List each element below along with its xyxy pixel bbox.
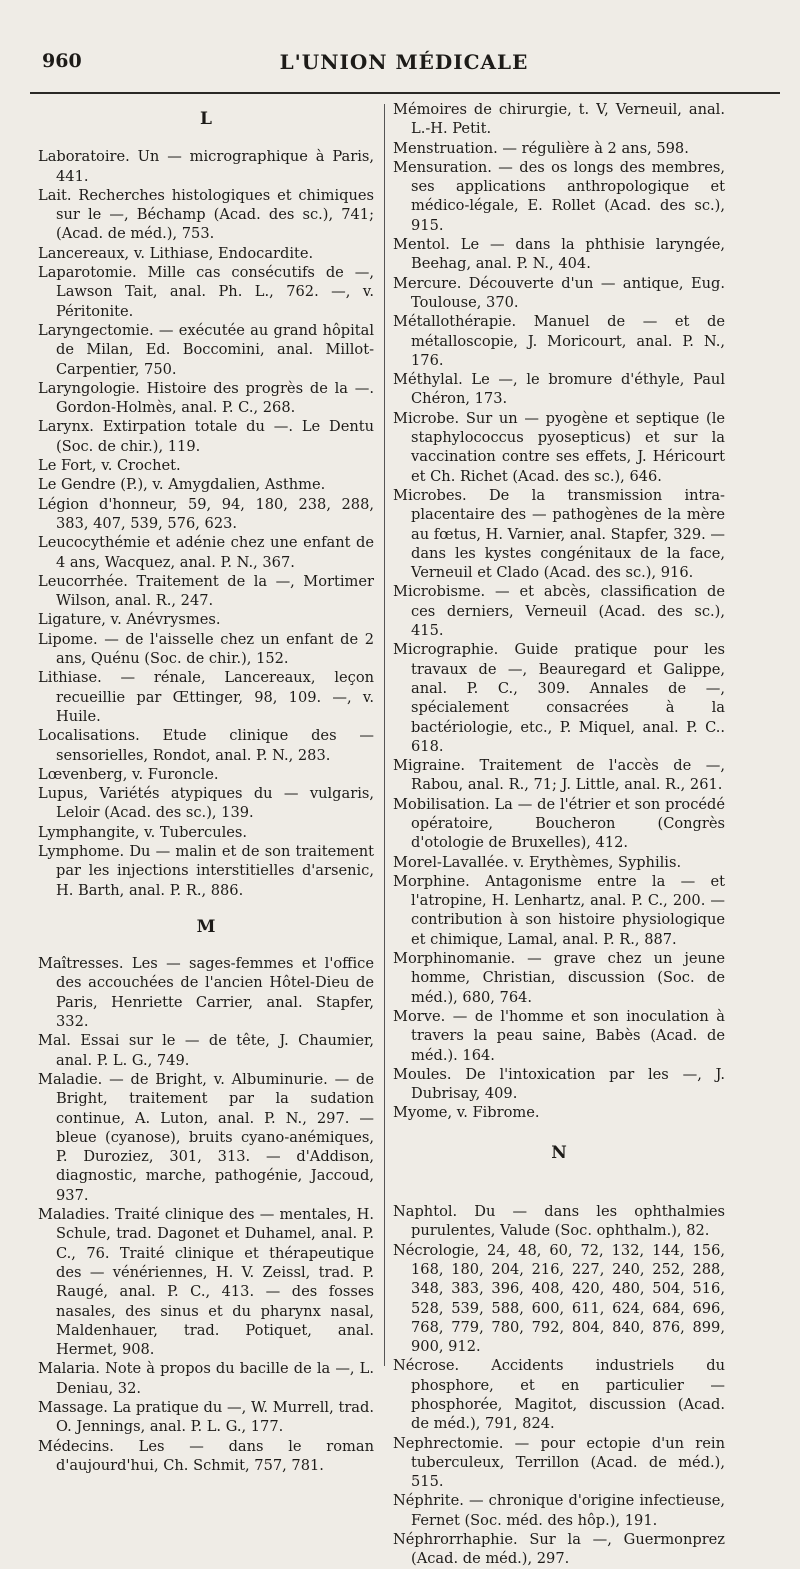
index-entry: Lupus, Variétés atypiques du — vulgaris, Leloir (Acad. des sc.), 139. (38, 785, 374, 822)
index-entry: Leucorrhée. Traitement de la —, Mortimer Wilson, anal. R., 247. (38, 572, 374, 610)
index-entry: Maladies. Traité clinique des — mentales, H. Schule, trad. Dagonet et Duhamel, anal. P. C., 76. Traité clinique et thérapeutique des — vénériennes, H. V. Zeissl, trad. P. Raugé, anal. P. C., 413. — des fosses nasales, des sinus et du pharynx nasal, Maldenhauer, trad. Potiquet, anal. Hermet, 908. (38, 1206, 374, 1359)
index-entry: Lœvenberg, v. Furoncle. (38, 765, 219, 783)
right-column (393, 100, 725, 1569)
index-entry: Micrographie. Guide pratique pour les travaux de —, Beauregard et Galippe, anal. P. C., 309. Annales de —, spécialement consacrées à la bactériologie, etc., P. Miquel, anal. P. C.. 618. (393, 641, 725, 755)
running-title: L'UNION MÉDICALE (279, 50, 529, 74)
index-entry: Localisations. Etude clinique des — sensorielles, Rondot, anal. P. N., 283. (38, 727, 374, 764)
index-entry: Le Gendre (P.), v. Amygdalien, Asthme. (38, 476, 326, 494)
index-entry: Moules. De l'intoxication par les —, J. Dubrisay, 409. (393, 1065, 725, 1103)
index-entry: Mensuration. — des os longs des membres, ses applications anthropologique et médico-légale, E. Rollet (Acad. des sc.), 915. (393, 158, 725, 234)
index-entry: Néphrite. — chronique d'origine infectieuse, Fernet (Soc. méd. des hôp.), 191. (393, 1492, 725, 1529)
index-entry: Méthylal. Le —, le bromure d'éthyle, Paul Chéron, 173. (393, 371, 725, 408)
index-entry: Mentol. Le — dans la phthisie laryngée, Beehag, anal. P. N., 404. (393, 236, 725, 273)
index-entry: Laparotomie. Mille cas consécutifs de —, Lawson Tait, anal. Ph. L., 762. —, v. Péritonite. (38, 264, 374, 320)
index-entry: Massage. La pratique du —, W. Murrell, trad. O. Jennings, anal. P. L. G., 177. (38, 1399, 374, 1436)
index-entry: Naphtol. Du — dans les ophthalmies purulentes, Valude (Soc. ophthalm.), 82. (393, 1203, 725, 1240)
section-m-entries-right (393, 100, 725, 1123)
index-entry: Morel-Lavallée. v. Erythèmes, Syphilis. (393, 853, 682, 871)
index-entry: Lipome. — de l'aisselle chez un enfant de 2 ans, Quénu (Soc. de chir.), 152. (38, 630, 374, 668)
index-entry: Microbisme. — et abcès, classification de ces derniers, Verneuil (Acad. des sc.), 415. (393, 583, 725, 640)
section-letter-m: M (196, 916, 216, 937)
index-entry: Nécrologie, 24, 48, 60, 72, 132, 144, 156, 168, 180, 204, 216, 227, 240, 252, 288, 348, 383, 396, 408, 420, 480, 504, 516, 528, 539, 588, 600, 611, 624, 684, 696, 768, 779, 780, 792, 804, 840, 876, 899, 900, 912. (393, 1241, 725, 1356)
index-entry: Morphine. Antagonisme entre la — et l'atropine, H. Lenhartz, anal. P. C., 200. — contribution à son histoire physiologique et chimique, Lamal, anal. P. R., 887. (393, 872, 725, 948)
section-n-entries (393, 1202, 725, 1569)
index-entry: Mal. Essai sur le — de tête, J. Chaumier, anal. P. L. G., 749. (38, 1032, 374, 1069)
index-entry: Microbe. Sur un — pyogène et septique (le staphylococcus pyosepticus) et sur la vaccination contre ses effets, J. Héricourt et Ch. Richet (Acad. des sc.), 646. (393, 409, 725, 485)
index-entry: Myome, v. Fibrome. (393, 1104, 540, 1122)
index-entry: Ligature, v. Anévrysmes. (38, 611, 221, 629)
index-entry: Mémoires de chirurgie, t. V, Verneuil, anal. L.-H. Petit. (393, 101, 725, 138)
index-entry: Microbes. De la transmission intra-placentaire des — pathogènes de la mère au fœtus, H. Varnier, anal. Stapfer, 329. — dans les kystes congénitaux de la face, Verneuil et Clado (Acad. des sc.), 916. (393, 486, 725, 582)
index-entry: Nephrectomie. — pour ectopie d'un rein tuberculeux, Terrillon (Acad. de méd.), 515. (393, 1434, 725, 1491)
index-entry: Métallothérapie. Manuel de — et de métalloscopie, J. Moricourt, anal. P. N., 176. (393, 313, 725, 369)
index-entry: Lancereaux, v. Lithiase, Endocardite. (38, 244, 314, 262)
section-letter-l: L (200, 109, 212, 129)
index-entry: Lait. Recherches histologiques et chimiques sur le —, Béchamp (Acad. des sc.), 741; (Acad. de méd.), 753. (38, 186, 374, 243)
left-column (38, 100, 374, 1475)
index-entry: Le Fort, v. Crochet. (38, 457, 181, 475)
index-entry: Morve. — de l'homme et son inoculation à travers la peau saine, Babès (Acad. de méd.). 164. (393, 1007, 725, 1064)
index-entry: Malaria. Note à propos du bacille de la —, L. Deniau, 32. (38, 1360, 374, 1397)
index-entry: Laryngologie. Histoire des progrès de la —. Gordon-Holmès, anal. P. C., 268. (38, 379, 374, 417)
section-letter-n: N (551, 1142, 567, 1163)
column-divider (384, 104, 385, 1366)
page-header (30, 44, 778, 80)
index-entry: Mobilisation. La — de l'étrier et son procédé opératoire, Boucheron (Congrès d'otologie de Bruxelles), 412. (393, 795, 725, 852)
index-entry: Lithiase. — rénale, Lancereaux, leçon recueillie par Œttinger, 98, 109. —, v. Huile. (38, 669, 374, 725)
index-entry: Larynx. Extirpation totale du —. Le Dentu (Soc. de chir.), 119. (38, 418, 374, 455)
index-entry: Laryngectomie. — exécutée au grand hôpital de Milan, Ed. Boccomini, anal. Millot-Carpentier, 750. (38, 321, 374, 378)
index-entry: Maîtresses. Les — sages-femmes et l'office des accouchées de l'ancien Hôtel-Dieu de Paris, Henriette Carrier, anal. Stapfer, 332. (38, 955, 374, 1031)
index-entry: Leucocythémie et adénie chez une enfant de 4 ans, Wacquez, anal. P. N., 367. (38, 534, 374, 571)
index-entry: Néphrorrhaphie. Sur la —, Guermonprez (Acad. de méd.), 297. (393, 1531, 725, 1568)
index-entry: Lymphome. Du — malin et de son traitement par les injections interstitielles d'arsenic, H. Barth, anal. P. R., 886. (38, 842, 374, 899)
index-entry: Mercure. Découverte d'un — antique, Eug. Toulouse, 370. (393, 274, 725, 311)
index-entry: Lymphangite, v. Tubercules. (38, 823, 248, 841)
section-l-entries (38, 147, 374, 900)
index-entry: Légion d'honneur, 59, 94, 180, 238, 288, 383, 407, 539, 576, 623. (38, 495, 374, 532)
index-entry: Nécrose. Accidents industriels du phosphore, et en particulier — phosphorée, Magitot, discussion (Acad. de méd.), 791, 824. (393, 1357, 725, 1433)
page-number: 960 (42, 50, 82, 72)
section-m-entries-left (38, 954, 374, 1475)
index-entry: Menstruation. — régulière à 2 ans, 598. (393, 139, 689, 157)
index-entry: Médecins. Les — dans le roman d'aujourd'hui, Ch. Schmit, 757, 781. (38, 1437, 374, 1474)
index-entry: Maladie. — de Bright, v. Albuminurie. — de Bright, traitement par la sudation continue, A. Luton, anal. P. N., 297. — bleue (cyanose), bruits cyano-anémiques, P. Duroziez, 301, 313. — d'Addison, diagnostic, marche, pathogénie, Jaccoud, 937. (38, 1070, 374, 1204)
index-entry: Migraine. Traitement de l'accès de —, Rabou, anal. R., 71; J. Little, anal. R., 261. (393, 757, 725, 794)
header-rule (30, 92, 780, 94)
index-entry: Laboratoire. Un — micrographique à Paris, 441. (38, 148, 374, 185)
index-entry: Morphinomanie. — grave chez un jeune homme, Christian, discussion (Soc. de méd.), 680, 764. (393, 950, 725, 1006)
